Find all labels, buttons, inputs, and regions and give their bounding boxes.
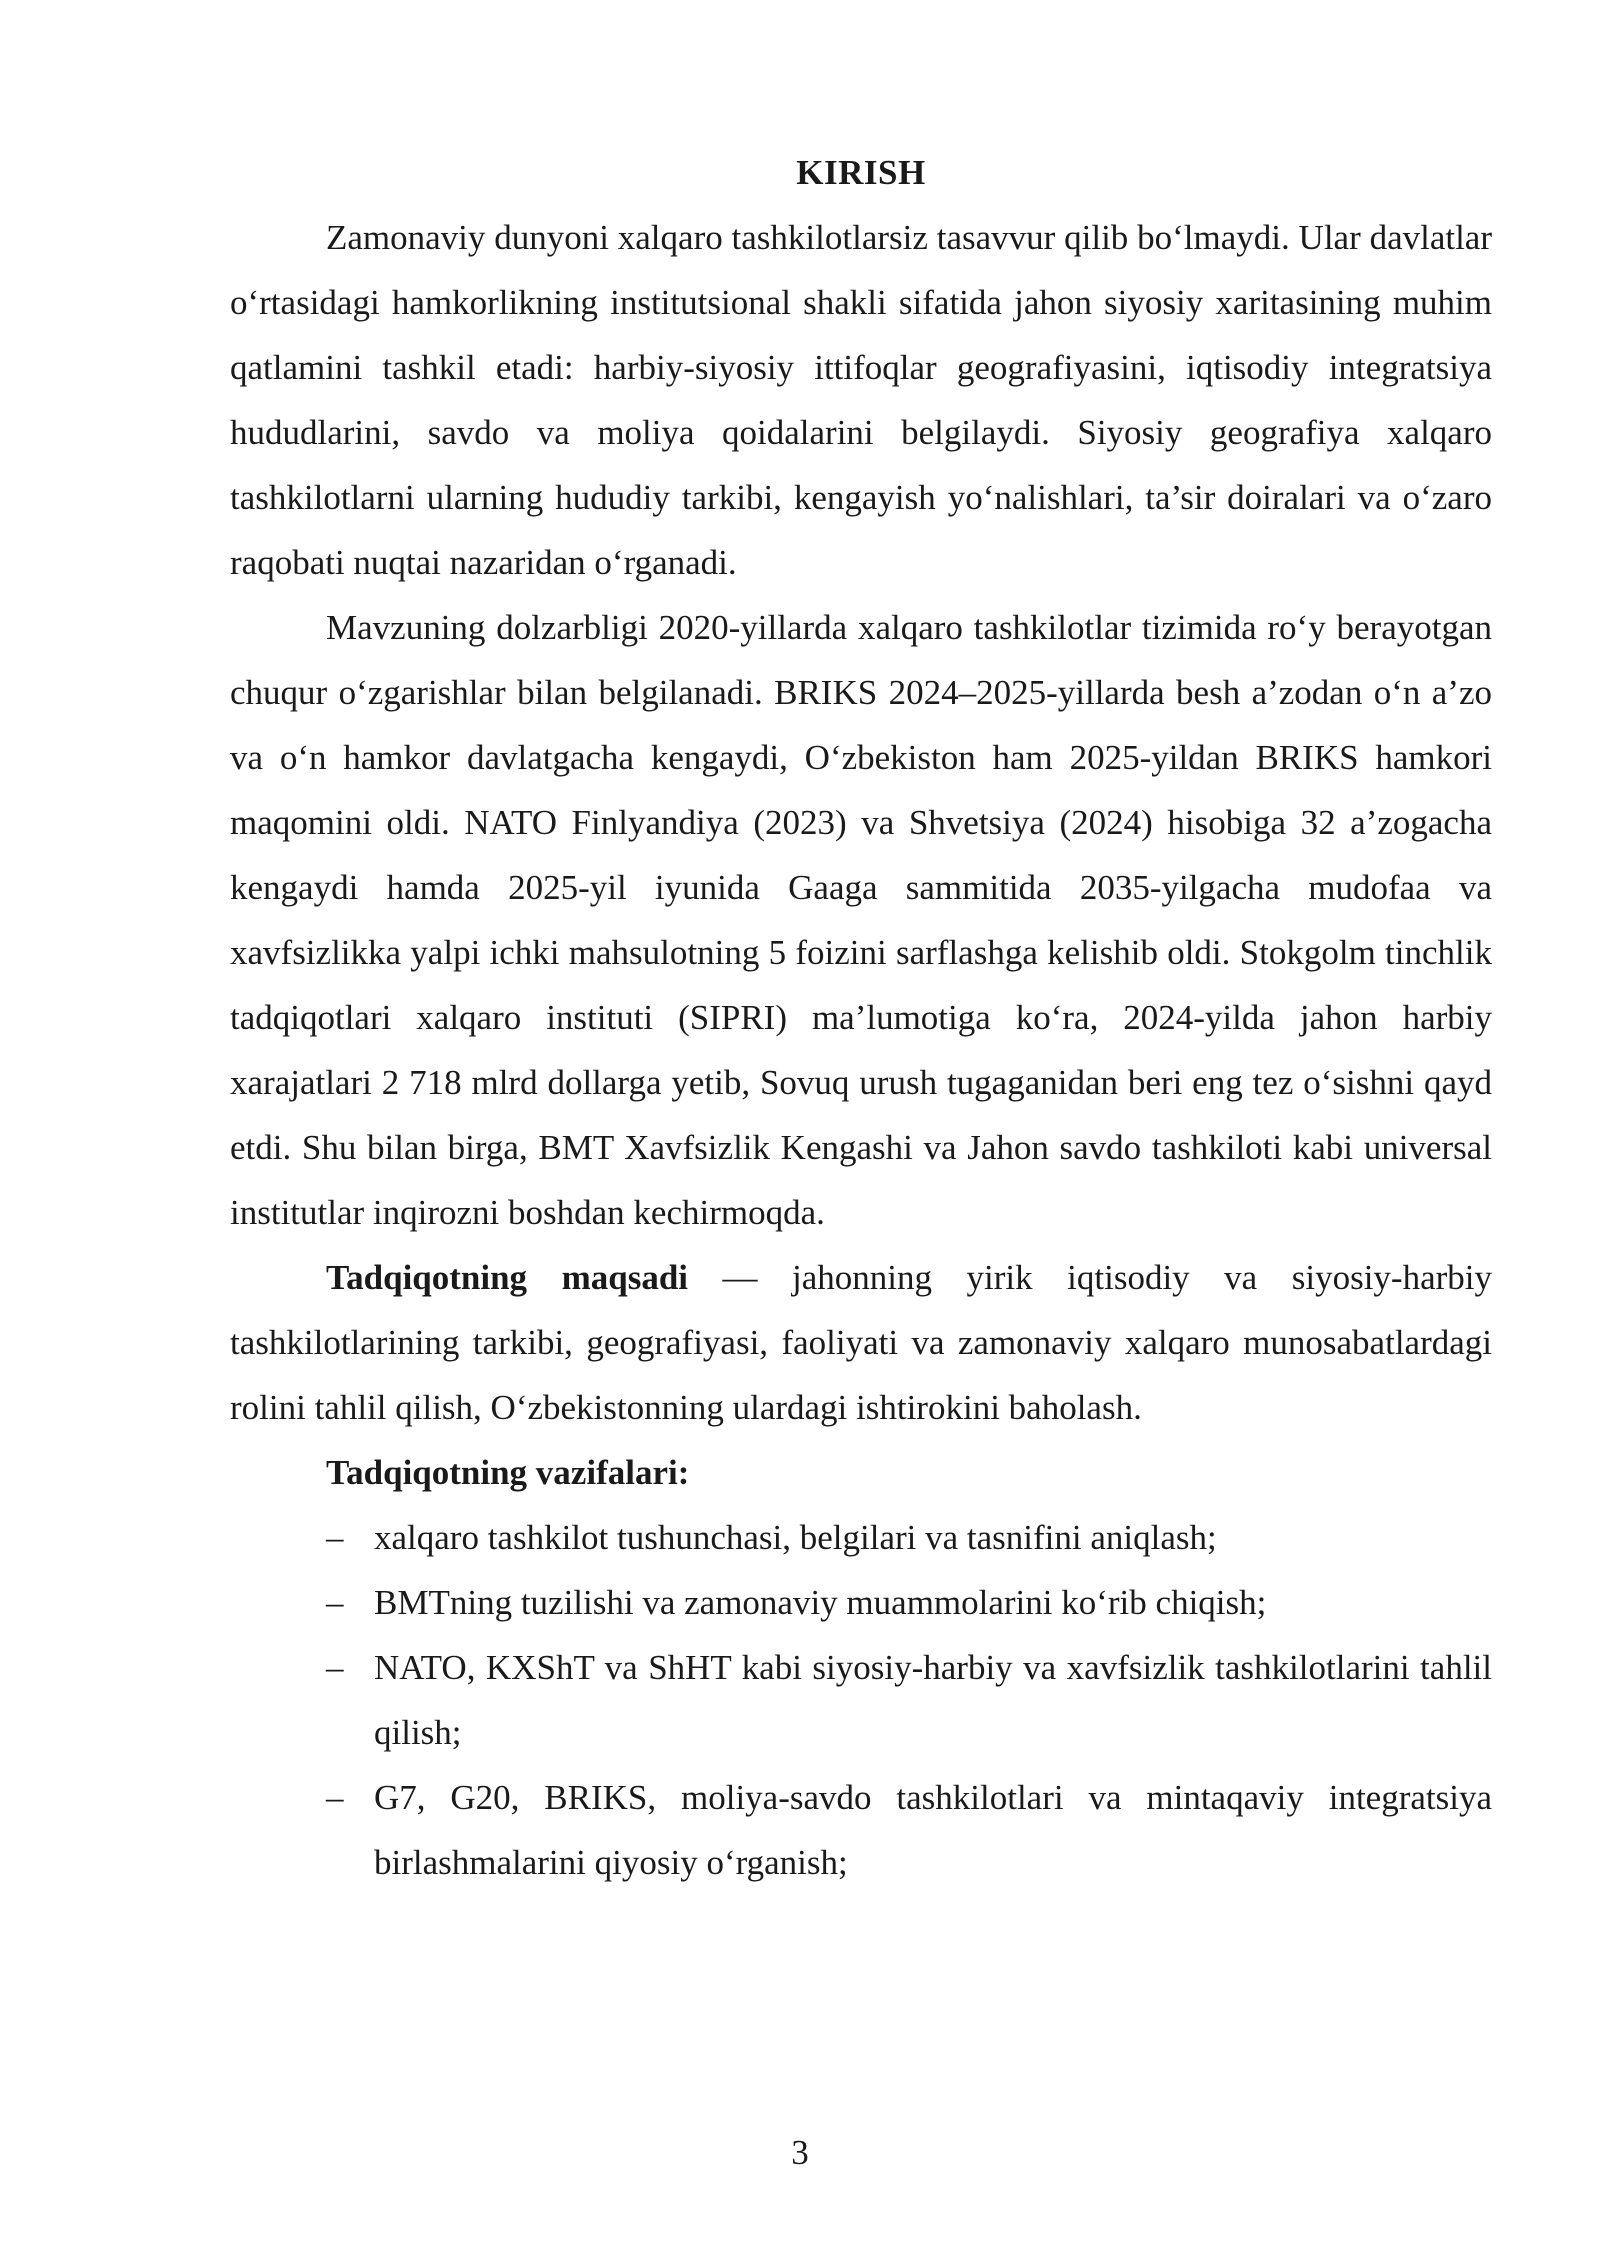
tasks-list <box>230 1505 1492 1895</box>
list-item <box>230 1570 1492 1635</box>
list-item-text: G7, G20, BRIKS, moliya-savdo tashkilotlari va mintaqaviy integratsiya birlashmalarini qiyosiy o‘rganish; <box>374 1778 1492 1882</box>
list-item <box>230 1765 1492 1895</box>
aim-text: — jahonning yirik iqtisodiy va siyosiy-harbiy tashkilotlarining tarkibi, geografiyasi, faoliyati va zamonaviy xalqaro munosabatlardagi rolini tahlil qilish, O‘zbekistonning ulardagi ishtirokini baholash. <box>230 1258 1492 1427</box>
dash-bullet: – <box>326 1518 344 1557</box>
list-item <box>230 1635 1492 1765</box>
list-item-text: BMTning tuzilishi va zamonaviy muammolarini ko‘rib chiqish; <box>374 1583 1267 1622</box>
list-item <box>230 1505 1492 1570</box>
dash-bullet: – <box>326 1583 344 1622</box>
paragraph-relevance: Mavzuning dolzarbligi 2020-yillarda xalqaro tashkilotlar tizimida ro‘y berayotgan chuqur o‘zgarishlar bilan belgilanadi. BRIKS 2024–2025-yillarda besh a’zodan o‘n a’zo va o‘n hamkor davlatgacha kengaydi, O‘zbekiston ham 2025-yildan BRIKS hamkori maqomini oldi. NATO Finlyandiya (2023) va Shvetsiya (2024) hisobiga 32 a’zogacha kengaydi hamda 2025-yil iyunida Gaaga sammitida 2035-yilgacha mudofaa va xavfsizlikka yalpi ichki mahsulotning 5 foizini sarflashga kelishib oldi. Stokgolm tinchlik tadqiqotlari xalqaro instituti (SIPRI) ma’lumotiga ko‘ra, 2024-yilda jahon harbiy xarajatlari 2 718 mlrd dollarga yetib, Sovuq urush tugaganidan beri eng tez o‘sishni qayd etdi. Shu bilan birga, BMT Xavfsizlik Kengashi va Jahon savdo tashkiloti kabi universal institutlar inqirozni boshdan kechirmoqda. <box>230 608 1492 1232</box>
dash-bullet: – <box>326 1778 344 1817</box>
tasks-heading: Tadqiqotning vazifalari: <box>326 1453 690 1492</box>
paragraph-aim <box>230 1245 1492 1440</box>
section-title: KIRISH <box>796 153 926 192</box>
paragraph-intro: Zamonaviy dunyoni xalqaro tashkilotlarsiz tasavvur qilib bo‘lmaydi. Ular davlatlar o‘rtasidagi hamkorlikning institutsional shakli sifatida jahon siyosiy xaritasining muhim qatlamini tashkil etadi: harbiy-siyosiy ittifoqlar geografiyasini, iqtisodiy integratsiya hududlarini, savdo va moliya qoidalarini belgilaydi. Siyosiy geografiya xalqaro tashkilotlarni ularning hududiy tarkibi, kengayish yo‘nalishlari, ta’sir doiralari va o‘zaro raqobati nuqtai nazaridan o‘rganadi. <box>230 218 1492 582</box>
document-page <box>230 140 1492 1895</box>
aim-label: Tadqiqotning maqsadi <box>326 1258 689 1297</box>
dash-bullet: – <box>326 1648 344 1687</box>
page-number: 3 <box>791 2133 809 2172</box>
list-item-text: xalqaro tashkilot tushunchasi, belgilari va tasnifini aniqlash; <box>374 1518 1217 1557</box>
list-item-text: NATO, KXShT va ShHT kabi siyosiy-harbiy va xavfsizlik tashkilotlarini tahlil qilish; <box>374 1648 1492 1752</box>
